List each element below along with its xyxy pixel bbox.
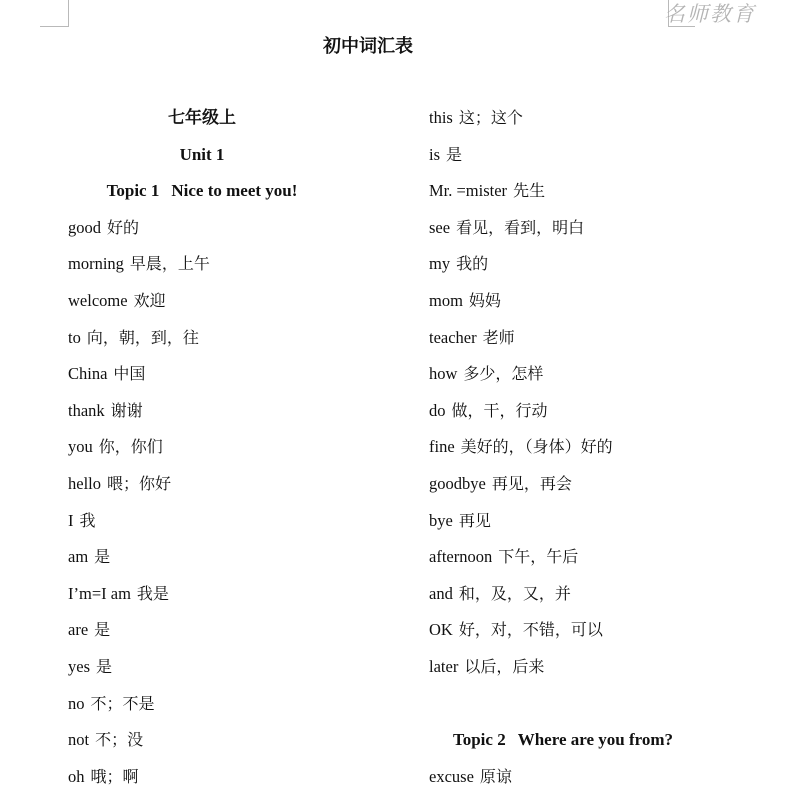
vocab-entry — [429, 137, 759, 174]
vocab-entry — [68, 759, 368, 796]
vocab-entry — [429, 429, 759, 466]
entry-word: and — [429, 583, 453, 603]
entry-word: hello — [68, 473, 101, 493]
right-column — [429, 100, 759, 795]
entry-word: no — [68, 693, 85, 713]
vocab-entry — [68, 246, 368, 283]
vocab-entry — [429, 356, 759, 393]
vocab-entry — [429, 246, 759, 283]
topic-heading — [68, 173, 336, 210]
entry-word: afternoon — [429, 547, 493, 567]
vocab-entry — [68, 283, 368, 320]
entry-meaning: 我 — [79, 510, 96, 530]
entry-meaning: 老师 — [482, 327, 515, 347]
vocab-entry — [68, 686, 368, 723]
entry-word: I’m=I am — [68, 583, 131, 603]
entry-word: morning — [68, 254, 124, 274]
entry-meaning: 美好的，（身体）好的 — [460, 437, 613, 457]
vocab-entry — [68, 612, 368, 649]
topic-title: Where are you from? — [517, 730, 674, 750]
entry-meaning: 向，朝，到，往 — [86, 327, 199, 347]
vocab-entry — [429, 576, 759, 613]
page-title: 初中词汇表 — [323, 36, 413, 57]
entry-word: I — [68, 510, 74, 530]
entry-word: Mr. =mister — [429, 181, 508, 201]
vocab-entry — [429, 612, 759, 649]
entry-meaning: 是 — [446, 144, 463, 164]
vocab-entry — [68, 393, 368, 430]
entry-meaning: 喂；你好 — [107, 473, 172, 493]
entry-word: oh — [68, 766, 85, 786]
vocab-entry — [68, 320, 368, 357]
entry-word: welcome — [68, 290, 128, 310]
entry-word: how — [429, 364, 458, 384]
entry-meaning: 不；不是 — [90, 693, 155, 713]
entry-word: goodbye — [429, 473, 486, 493]
entry-meaning: 和，及，又，并 — [458, 583, 571, 603]
vocab-entry — [429, 100, 759, 137]
watermark: 名师教育 — [664, 2, 756, 26]
entry-meaning: 以后，后来 — [464, 656, 545, 676]
entry-word: this — [429, 108, 453, 127]
entry-meaning: 好，对，不错，可以 — [458, 620, 603, 640]
crop-mark-top-left — [40, 0, 69, 27]
left-column — [68, 100, 368, 795]
vocab-entry — [68, 503, 368, 540]
entry-meaning: 这；这个 — [458, 108, 523, 127]
vocab-entry — [429, 539, 759, 576]
entry-word: bye — [429, 510, 453, 530]
entry-word: later — [429, 656, 459, 676]
entry-word: am — [68, 547, 89, 567]
vocab-entry — [68, 539, 368, 576]
topic-heading — [429, 722, 697, 759]
entry-meaning: 谢谢 — [110, 400, 143, 420]
entry-word: not — [68, 730, 90, 750]
entry-word: yes — [68, 656, 90, 676]
entry-word: OK — [429, 620, 453, 640]
entry-meaning: 中国 — [113, 364, 146, 384]
vocab-entry — [68, 356, 368, 393]
vocab-entry — [429, 466, 759, 503]
entry-word: you — [68, 437, 93, 457]
entry-meaning: 看见，看到，明白 — [456, 217, 585, 237]
entry-meaning: 多少，怎样 — [463, 364, 544, 384]
entry-meaning: 妈妈 — [468, 290, 501, 310]
entry-meaning: 你，你们 — [98, 437, 163, 457]
entry-word: good — [68, 217, 101, 237]
entry-word: to — [68, 327, 81, 347]
entry-word: see — [429, 217, 451, 237]
entry-word: China — [68, 364, 108, 384]
vocab-entry — [429, 393, 759, 430]
entry-meaning: 我是 — [136, 583, 169, 603]
entry-meaning: 我的 — [456, 254, 489, 274]
vocab-entry — [68, 576, 368, 613]
entry-meaning: 欢迎 — [133, 290, 166, 310]
topic-number: Topic 1 — [106, 181, 160, 201]
entry-meaning: 哦；啊 — [90, 766, 139, 786]
vocab-entry — [68, 466, 368, 503]
entry-word: mom — [429, 290, 463, 310]
entry-word: is — [429, 144, 441, 164]
vocab-entry — [429, 320, 759, 357]
entry-meaning: 先生 — [513, 181, 546, 201]
entry-word: are — [68, 620, 89, 640]
entry-meaning: 再见，再会 — [491, 473, 572, 493]
vocab-entry — [429, 503, 759, 540]
entry-word: fine — [429, 437, 455, 457]
entry-word: my — [429, 254, 451, 274]
entry-meaning: 不；没 — [95, 730, 144, 750]
grade-heading: 七年级上 — [168, 108, 236, 128]
vocab-entry — [68, 429, 368, 466]
unit-heading: Unit 1 — [179, 144, 225, 164]
vocab-entry — [429, 210, 759, 247]
entry-word: thank — [68, 400, 105, 420]
entry-meaning: 原谅 — [479, 766, 512, 786]
vocab-entry — [429, 759, 759, 796]
topic-title: Nice to meet you! — [171, 181, 298, 201]
entry-word: teacher — [429, 327, 477, 347]
vocab-entry — [429, 173, 759, 210]
spacer-line — [429, 686, 759, 723]
entry-word: do — [429, 400, 446, 420]
topic-number: Topic 2 — [452, 730, 506, 750]
entry-meaning: 早晨，上午 — [129, 254, 210, 274]
vocab-entry — [68, 649, 368, 686]
entry-meaning: 是 — [96, 656, 113, 676]
vocab-entry — [68, 722, 368, 759]
vocab-entry — [429, 649, 759, 686]
entry-meaning: 做，干，行动 — [451, 400, 548, 420]
vocab-entry — [429, 283, 759, 320]
entry-meaning: 好的 — [107, 217, 140, 237]
vocab-entry — [68, 210, 368, 247]
entry-meaning: 是 — [94, 620, 111, 640]
entry-meaning: 再见 — [458, 510, 491, 530]
entry-meaning: 是 — [94, 547, 111, 567]
entry-meaning: 下午，午后 — [498, 547, 579, 567]
entry-word: excuse — [429, 766, 474, 786]
